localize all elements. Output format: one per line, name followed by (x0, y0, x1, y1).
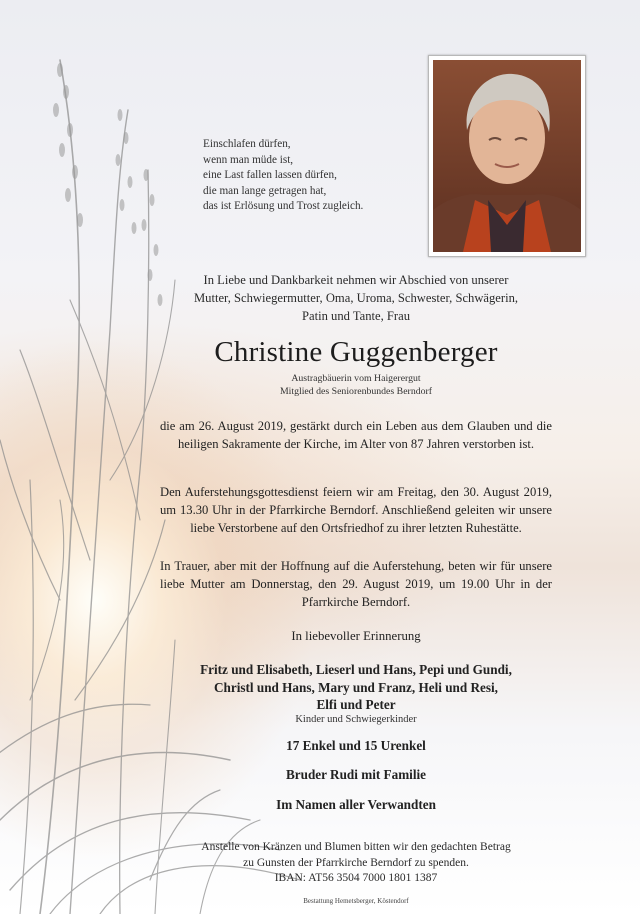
intro-line: Patin und Tante, Frau (301, 309, 411, 323)
donation-line: zu Gunsten der Pfarrkirche Berndorf zu spenden. (243, 856, 469, 869)
relatives-line: Im Namen aller Verwandten (276, 797, 436, 812)
intro-line: Mutter, Schwiegermutter, Oma, Uroma, Schwester, Schwägerin, (193, 291, 519, 305)
deceased-name: Christine Guggenberger (214, 336, 498, 368)
family-caption: Kinder und Schwiegerkinder (295, 714, 417, 725)
grandchildren-line: 17 Enkel und 15 Urenkel (286, 738, 426, 753)
intro-text (160, 271, 552, 325)
family-names (160, 661, 552, 714)
poem-line: das ist Erlösung und Trost zugleich. (203, 200, 364, 213)
donation-line: Anstelle von Kränzen und Blumen bitten wir den gedachten Betrag (201, 841, 511, 853)
intro-line: In Liebe und Dankbarkeit nehmen wir Abschied von unserer (203, 273, 509, 287)
role-line: Mitglied des Seniorenbundes Berndorf (279, 386, 433, 397)
role-line: Austragbäuerin vom Haigerergut (291, 373, 421, 384)
iban-line: IBAN: AT56 3504 7000 1801 1387 (274, 872, 438, 884)
brother-line: Bruder Rudi mit Familie (285, 767, 427, 782)
poem-line: die man lange getragen hat, (203, 184, 327, 197)
death-paragraph: die am 26. August 2019, gestärkt durch ein Leben aus dem Glauben und die heiligen Sakramente der Kirche, im Alter von 87 Jahren verstorben ist. (160, 419, 552, 451)
family-line: Christl und Hans, Mary und Franz, Heli und Resi, (214, 679, 498, 695)
prayer-paragraph: In Trauer, aber mit der Hoffnung auf die Auferstehung, beten wir für unsere liebe Mutter am Donnerstag, den 29. August 2019, um 19.00 Uhr in der Pfarrkirche Berndorf. (160, 559, 552, 609)
poem-line: Einschlafen dürfen, (203, 138, 291, 150)
poem-line: eine Last fallen lassen dürfen, (203, 169, 337, 182)
deceased-roles (160, 372, 552, 398)
portrait-frame (428, 55, 586, 257)
poem (203, 137, 423, 215)
funeral-home-credit: Bestattung Hemetsberger, Köstendorf (303, 897, 409, 905)
family-line: Fritz und Elisabeth, Lieserl und Hans, Pepi und Gundi, (200, 662, 512, 677)
donation-note (160, 840, 552, 887)
portrait-photo (433, 60, 581, 252)
poem-line: wenn man müde ist, (203, 153, 294, 166)
family-line: Elfi und Peter (316, 697, 396, 712)
memory-line: In liebevoller Erinnerung (291, 629, 421, 643)
funeral-service-paragraph: Den Auferstehungsgottesdienst feiern wir am Freitag, den 30. August 2019, um 13.30 Uhr in der Pfarrkirche Berndorf. Anschließend geleiten wir unsere liebe Verstorbene auf den Ortsfriedhof zu ihrer letzten Ruhestätte. (160, 485, 552, 535)
